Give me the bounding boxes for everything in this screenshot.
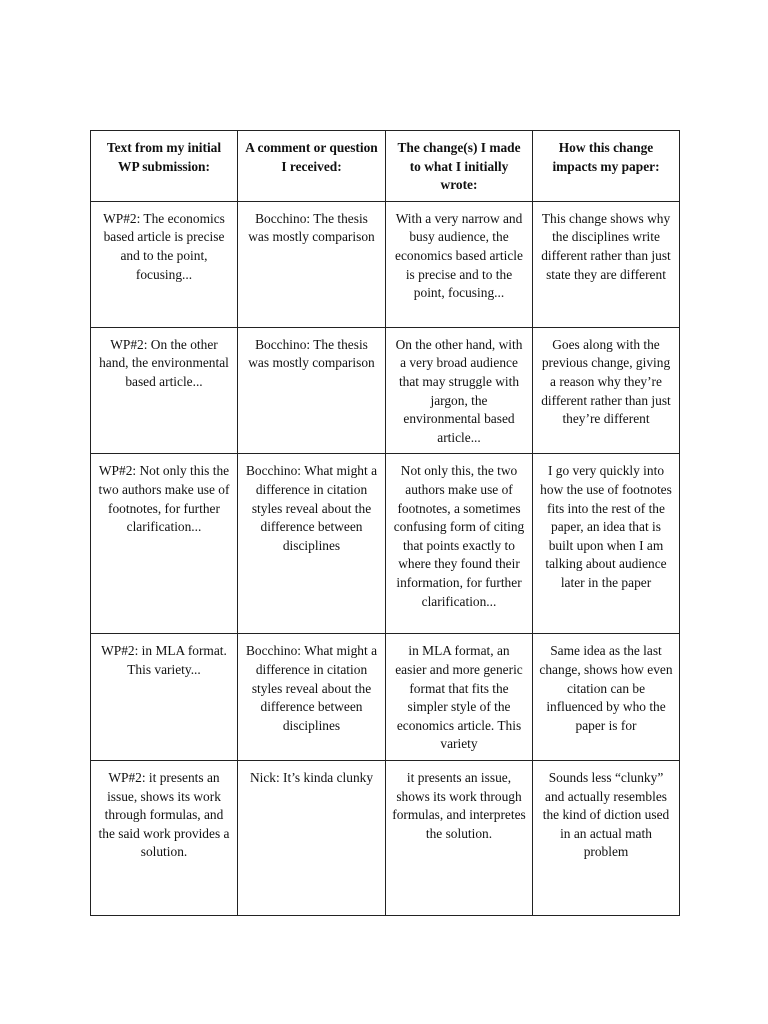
cell-change: in MLA format, an easier and more generic format that fits the simpler style of the economics article. This variety <box>386 634 533 761</box>
table-row <box>91 201 680 327</box>
cell-comment: Bocchino: What might a difference in citation styles reveal about the difference between disciplines <box>238 634 386 761</box>
cell-impact: Same idea as the last change, shows how even citation can be influenced by who the paper is for <box>533 634 680 761</box>
cell-change: it presents an issue, shows its work through formulas, and interpretes the solution. <box>386 760 533 915</box>
cell-comment: Bocchino: The thesis was mostly comparison <box>238 327 386 454</box>
cell-change: Not only this, the two authors make use of footnotes, a sometimes confusing form of citing that points exactly to where they found their information, for further clarification... <box>386 454 533 634</box>
cell-initial-text: WP#2: in MLA format. This variety... <box>91 634 238 761</box>
header-change: The change(s) I made to what I initially wrote: <box>386 131 533 202</box>
cell-change: With a very narrow and busy audience, the economics based article is precise and to the point, focusing... <box>386 201 533 327</box>
cell-impact: Goes along with the previous change, giving a reason why they’re different rather than just they’re different <box>533 327 680 454</box>
header-comment: A comment or question I received: <box>238 131 386 202</box>
table-row <box>91 327 680 454</box>
cell-comment: Nick: It’s kinda clunky <box>238 760 386 915</box>
header-initial-text: Text from my initial WP submission: <box>91 131 238 202</box>
cell-change: On the other hand, with a very broad audience that may struggle with jargon, the environmental based article... <box>386 327 533 454</box>
table-row <box>91 634 680 761</box>
cell-comment: Bocchino: The thesis was mostly comparison <box>238 201 386 327</box>
cell-initial-text: WP#2: it presents an issue, shows its work through formulas, and the said work provides a solution. <box>91 760 238 915</box>
table-row <box>91 760 680 915</box>
cell-initial-text: WP#2: The economics based article is precise and to the point, focusing... <box>91 201 238 327</box>
cell-impact: This change shows why the disciplines write different rather than just state they are different <box>533 201 680 327</box>
cell-initial-text: WP#2: On the other hand, the environmental based article... <box>91 327 238 454</box>
table-header-row <box>91 131 680 202</box>
cell-impact: I go very quickly into how the use of footnotes fits into the rest of the paper, an idea that is built upon when I am talking about audience later in the paper <box>533 454 680 634</box>
table-row <box>91 454 680 634</box>
cell-comment: Bocchino: What might a difference in citation styles reveal about the difference between disciplines <box>238 454 386 634</box>
header-impact: How this change impacts my paper: <box>533 131 680 202</box>
revision-table <box>90 130 680 916</box>
cell-initial-text: WP#2: Not only this the two authors make use of footnotes, for further clarification... <box>91 454 238 634</box>
cell-impact: Sounds less “clunky” and actually resembles the kind of diction used in an actual math problem <box>533 760 680 915</box>
